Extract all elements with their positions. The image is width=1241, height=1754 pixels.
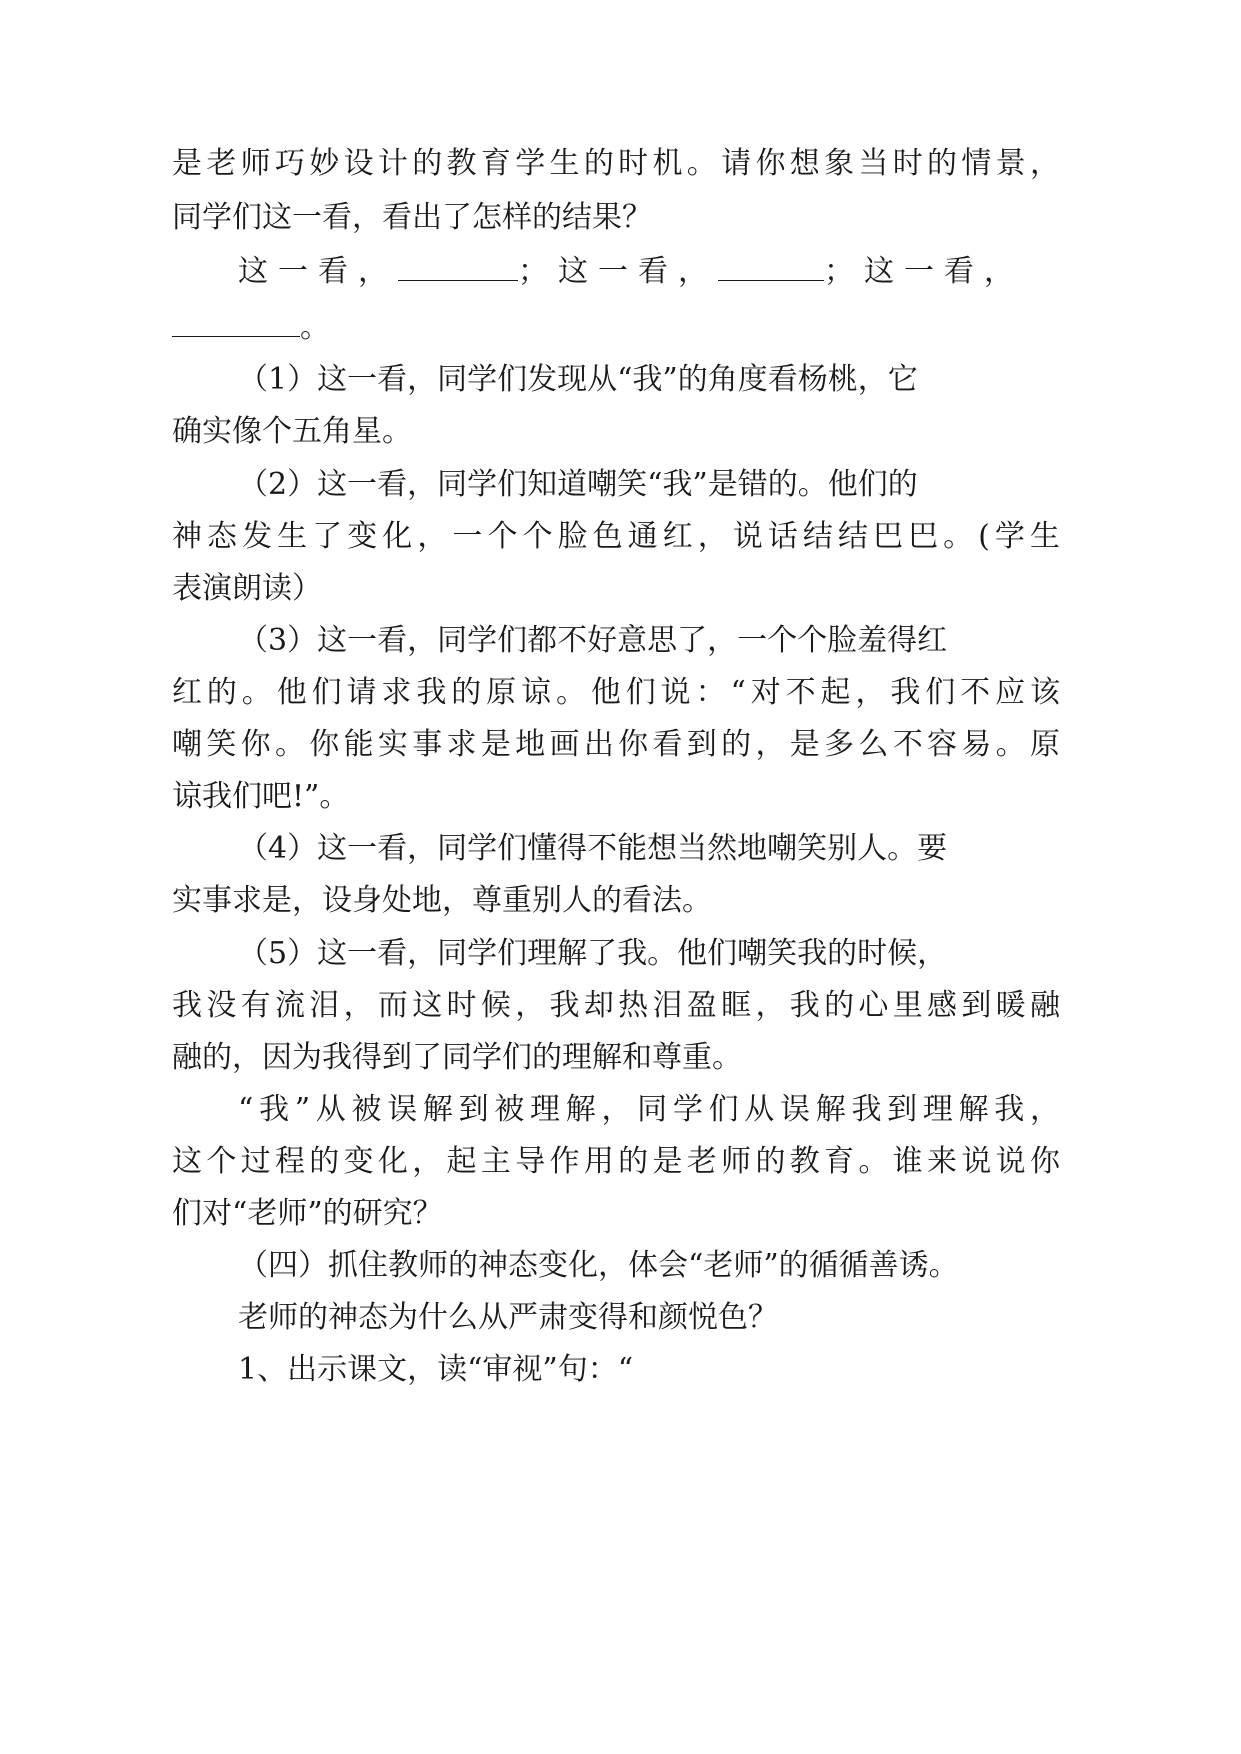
list-item-line: 实事求是，设身处地，尊重别人的看法。 (172, 883, 712, 918)
list-item-line: 谅我们吧!”。 (172, 779, 350, 814)
list-item-line: （4）这一看，同学们懂得不能想当然地嘲笑别人。要 (238, 831, 948, 866)
section-heading: （四）抓住教师的神态变化，体会“老师”的循循善诱。 (238, 1248, 959, 1283)
list-item-line: （5）这一看，同学们理解了我。他们嘲笑我的时候， (238, 936, 948, 971)
list-item-line: 确实像个五角星。 (172, 414, 412, 449)
list-item-line: （3）这一看，同学们都不好意思了，一个个脸羞得红 (238, 623, 948, 658)
fill-end: 。 (300, 310, 330, 345)
list-item-line: 表演朗读） (172, 571, 322, 606)
paragraph-line: 们对“老师”的研究？ (172, 1196, 443, 1231)
question-line: 老师的神态为什么从严肃变得和颜悦色？ (238, 1300, 778, 1335)
paragraph-line: 同学们这一看，看出了怎样的结果？ (172, 200, 652, 235)
paragraph-line: 这个过程的变化，起主导作用的是老师的教育。谁来说说你 (172, 1144, 1060, 1179)
list-item-line: 我没有流泪，而这时候，我却热泪盈眶，我的心里感到暖融 (172, 988, 1060, 1023)
answer-blank (718, 250, 824, 281)
list-item-line: （2）这一看，同学们知道嘲笑“我”是错的。他们的 (238, 467, 918, 502)
fill-in-line (238, 250, 1024, 293)
list-item-line: 神态发生了变化，一个个脸色通红，说话结结巴巴。(学生 (172, 519, 1060, 554)
fill-prompt: ；这一看， (518, 254, 718, 289)
fill-prompt: 这一看， (238, 254, 398, 289)
paragraph-line: 是老师巧妙设计的教育学生的时机。请你想象当时的情景， (172, 146, 1060, 181)
answer-blank (172, 306, 300, 337)
list-item-line: 红的。他们请求我的原谅。他们说：“对不起，我们不应该 (172, 675, 1060, 710)
answer-blank (398, 250, 518, 281)
list-item-line: 嘲笑你。你能实事求是地画出你看到的，是多么不容易。原 (172, 727, 1060, 762)
fill-prompt: ；这一看， (824, 254, 1024, 289)
step-line: 1、出示课文，读“审视”句：“ (238, 1352, 634, 1387)
fill-in-line (172, 306, 330, 349)
paragraph-line: “我”从被误解到被理解，同学们从误解我到理解我， (238, 1092, 1060, 1127)
list-item-line: （1）这一看，同学们发现从“我”的角度看杨桃，它 (238, 362, 918, 397)
list-item-line: 融的，因为我得到了同学们的理解和尊重。 (172, 1040, 742, 1075)
